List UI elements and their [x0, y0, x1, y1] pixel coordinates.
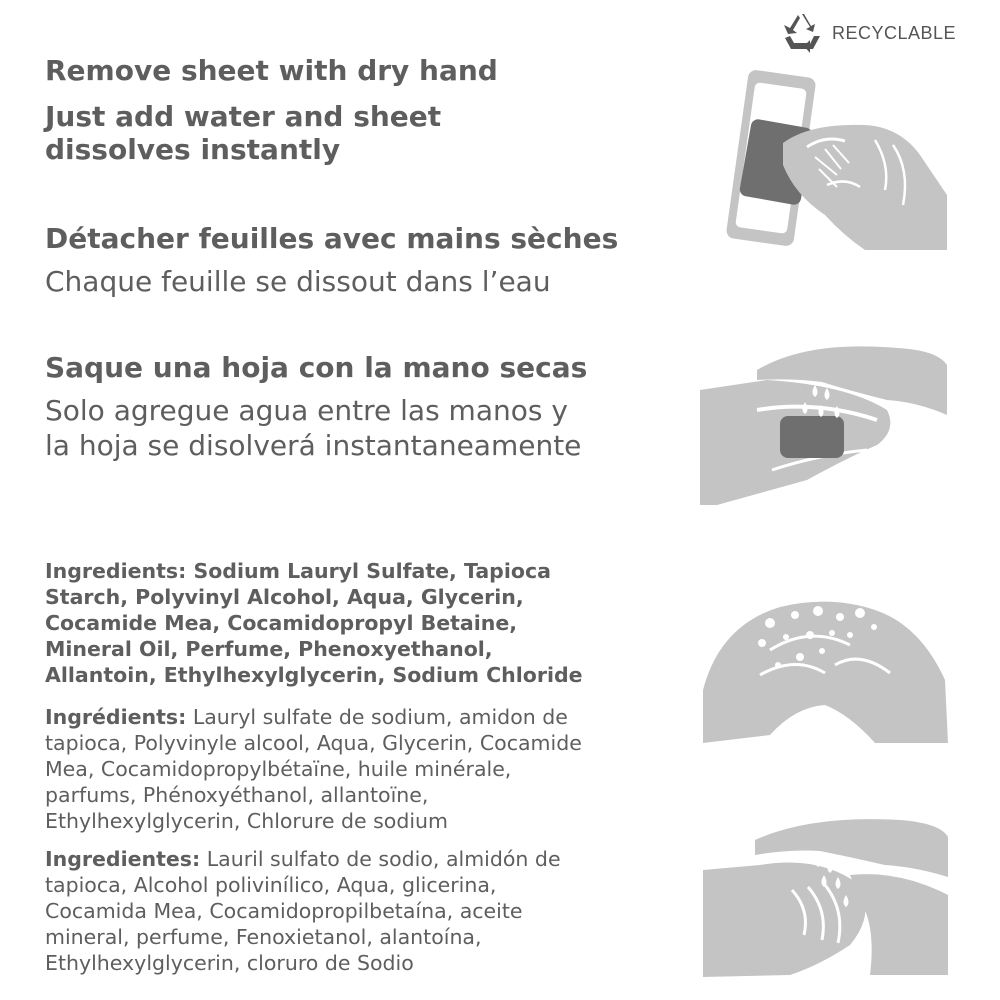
- english-line-1: Remove sheet with dry hand: [45, 54, 498, 87]
- ingredients-fr-label: Ingrédients:: [45, 705, 187, 729]
- ingredients-fr-line: Ethylhexylglycerin, Chlorure de sodium: [45, 809, 448, 833]
- hand-removing-sheet-icon: [715, 65, 955, 265]
- ingredients-es-first-text: Lauril sulfato de sodio, almidón de: [200, 847, 561, 871]
- ingredients-fr-first-text: Lauryl sulfate de sodium, amidon de: [186, 705, 568, 729]
- illustration-rinse: [700, 815, 952, 980]
- ingredients-es-label: Ingredientes:: [45, 847, 201, 871]
- ingredients-french: [45, 704, 582, 834]
- ingredients-fr-line: Mea, Cocamidopropylbétaïne, huile minérale,: [45, 757, 512, 781]
- ingredients-en-line: Allantoin, Ethylhexylglycerin, Sodium Chloride: [45, 663, 583, 687]
- ingredients-en-line: Starch, Polyvinyl Alcohol, Aqua, Glycerin,: [45, 585, 524, 609]
- spanish-heading: Saque una hoja con la mano secas: [45, 351, 588, 384]
- english-line-2a: Just add water and sheet: [45, 100, 442, 133]
- ingredients-en-line: Mineral Oil, Perfume, Phenoxyethanol,: [45, 637, 493, 661]
- illustration-lather: [700, 595, 952, 745]
- french-heading: Détacher feuilles avec mains sèches: [45, 222, 619, 255]
- ingredients-spanish: [45, 846, 561, 976]
- ingredients-es-line: Cocamida Mea, Cocamidopropilbetaína, aceite: [45, 899, 523, 923]
- illustration-remove-sheet: [715, 65, 955, 265]
- ingredients-fr-line: tapioca, Polyvinyle alcool, Aqua, Glycerin, Cocamide: [45, 731, 582, 755]
- ingredients-es-line: mineral, perfume, Fenoxietanol, alantoína,: [45, 925, 482, 949]
- illustration-add-water: [697, 340, 953, 510]
- water-on-sheet-in-hand-icon: [697, 340, 953, 510]
- hands-rinsing-icon: [700, 815, 952, 980]
- english-line-2b: dissolves instantly: [45, 133, 341, 166]
- french-instructions: [45, 222, 618, 299]
- french-body: Chaque feuille se dissout dans l’eau: [45, 265, 551, 298]
- recyclable-label: RECYCLABLE: [832, 22, 957, 43]
- spanish-body-line-1: Solo agregue agua entre las manos y: [45, 394, 568, 427]
- english-instructions: [45, 54, 498, 166]
- ingredients-es-first-line: [45, 846, 561, 872]
- ingredients-es-line: tapioca, Alcohol polivinílico, Aqua, glicerina,: [45, 873, 497, 897]
- recycle-icon: [780, 12, 824, 54]
- ingredients-es-line: Ethylhexylglycerin, cloruro de Sodio: [45, 951, 414, 975]
- ingredients-fr-line: parfums, Phénoxyéthanol, allantoïne,: [45, 783, 429, 807]
- recyclable-badge: [780, 12, 956, 54]
- spanish-body-line-2: la hoja se disolverá instantaneamente: [45, 429, 582, 462]
- hands-lathering-icon: [700, 595, 952, 745]
- ingredients-fr-first-line: [45, 704, 582, 730]
- ingredients-english: [45, 558, 583, 688]
- ingredients-en-line: Ingredients: Sodium Lauryl Sulfate, Tapioca: [45, 559, 551, 583]
- ingredients-en-line: Cocamide Mea, Cocamidopropyl Betaine,: [45, 611, 518, 635]
- spanish-instructions: [45, 351, 587, 463]
